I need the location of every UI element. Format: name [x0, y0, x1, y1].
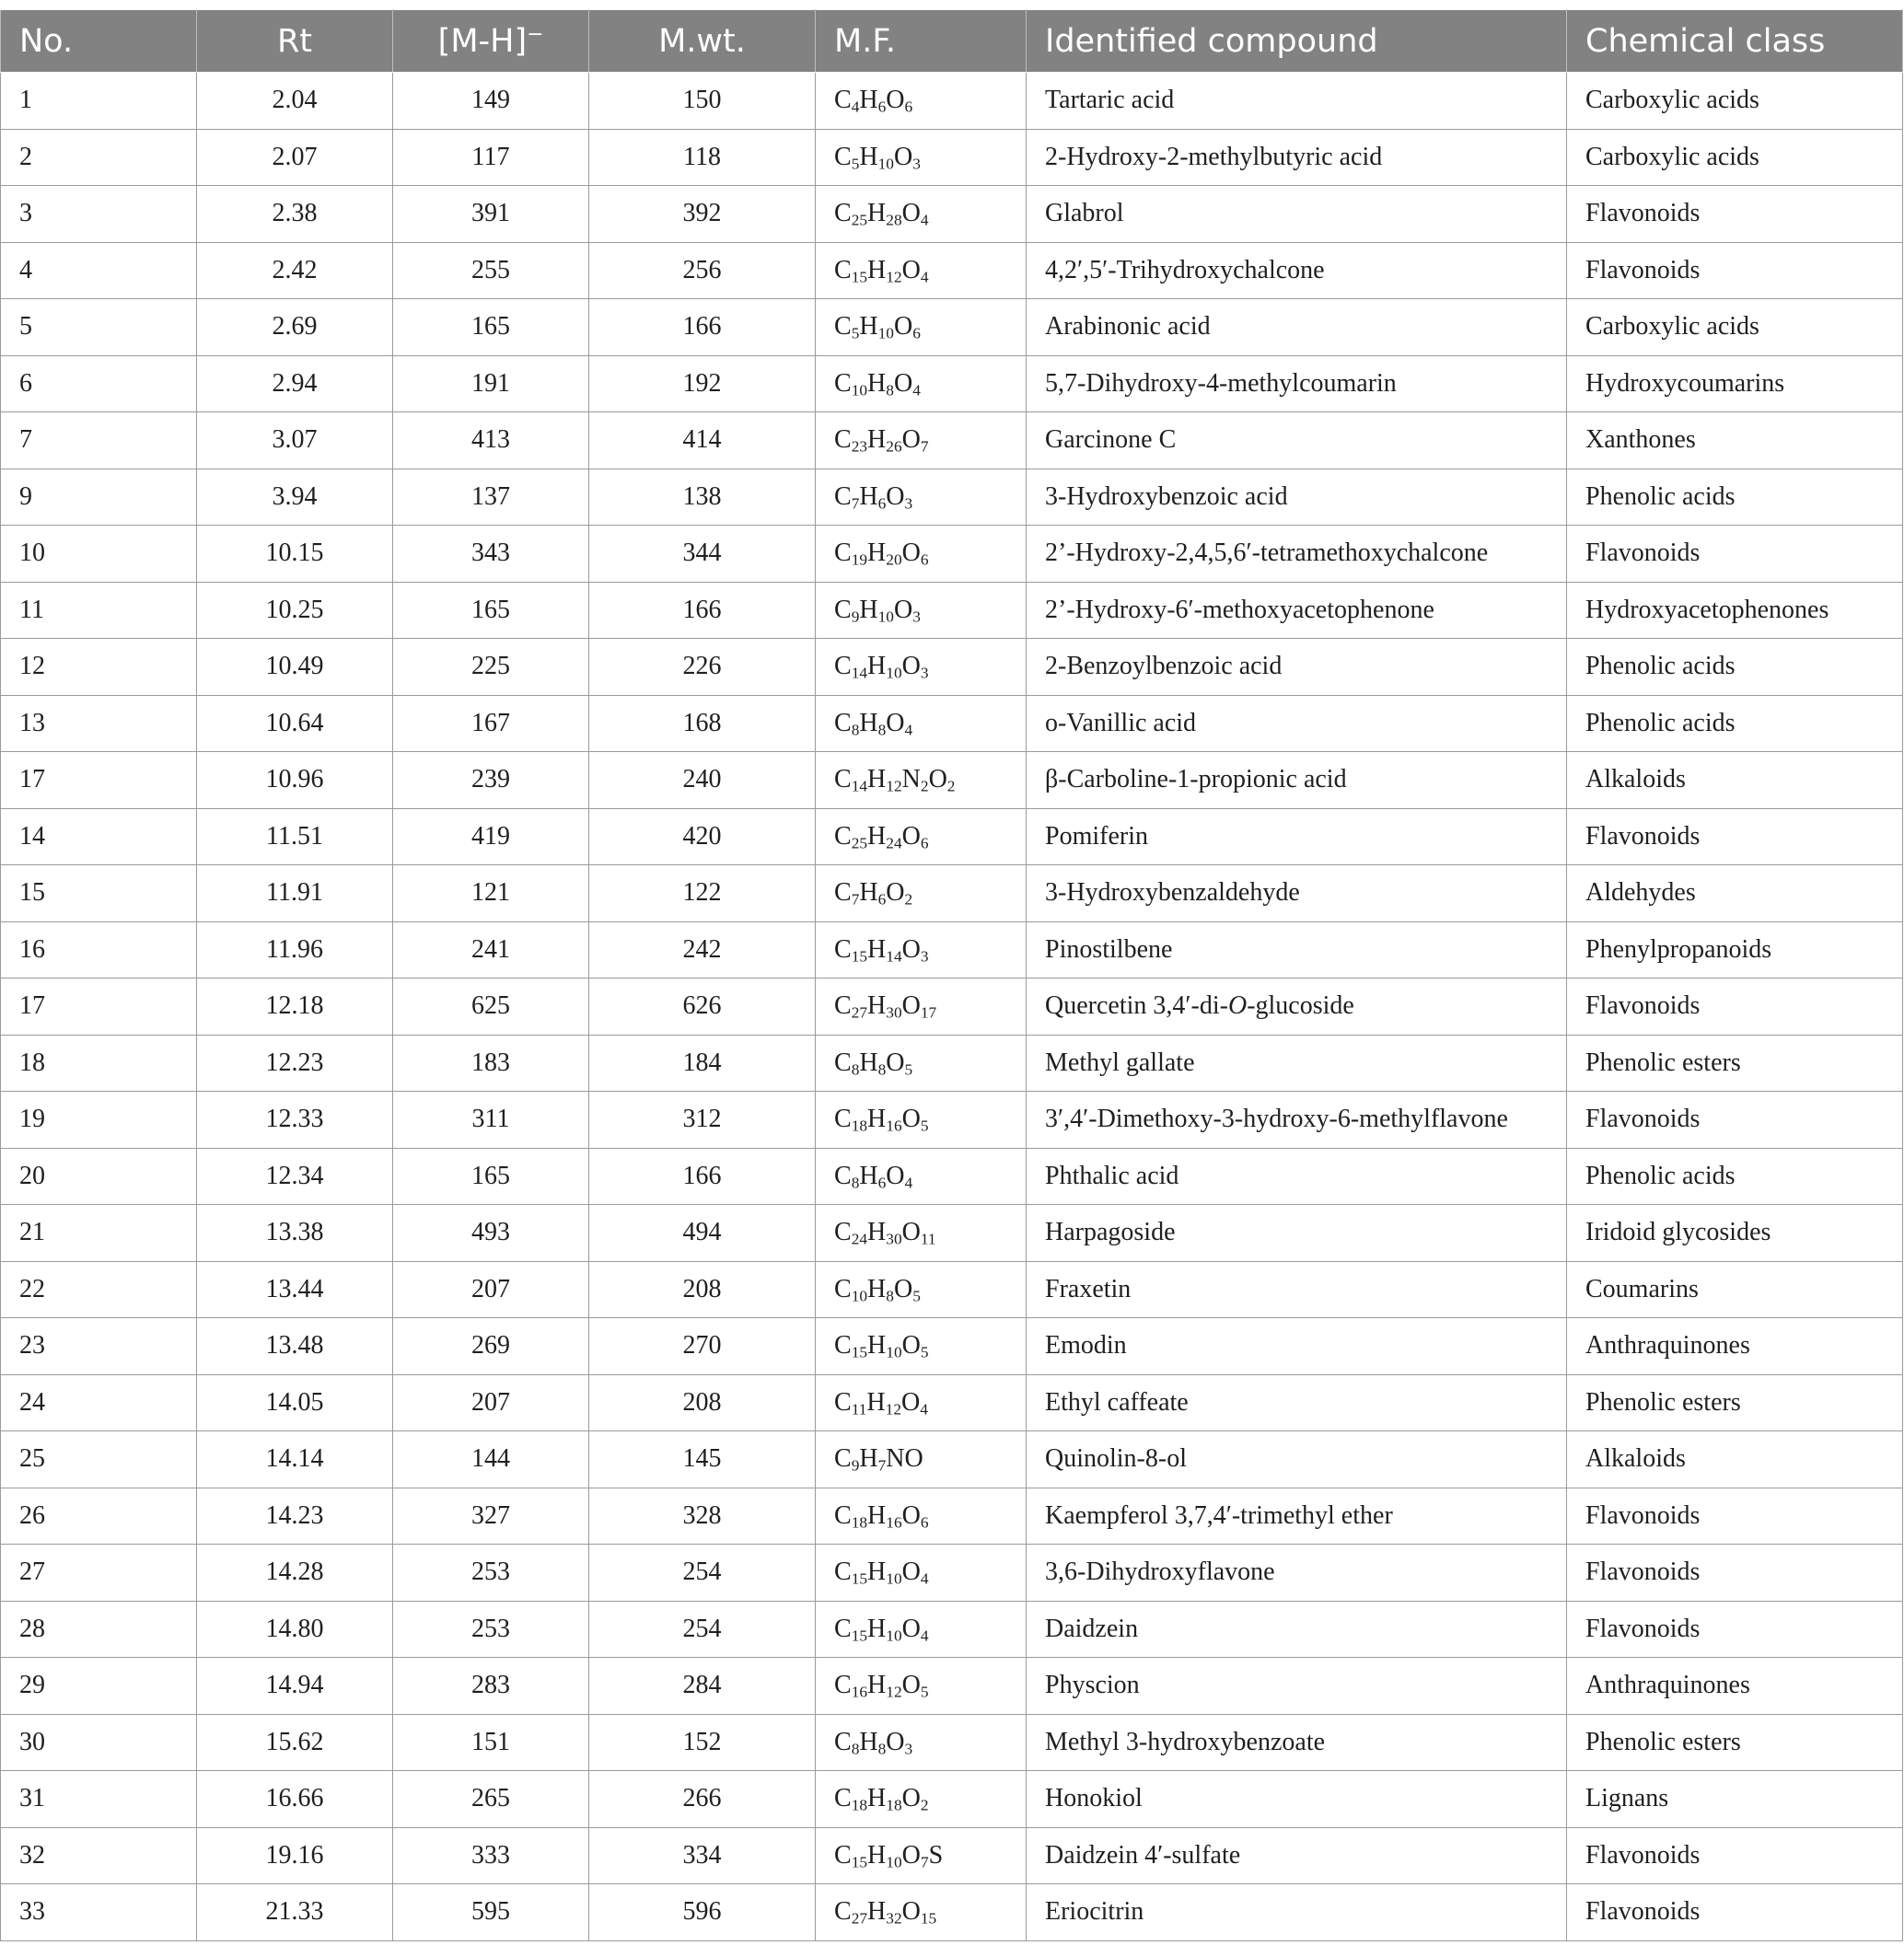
header-mwt: M.wt.: [589, 10, 816, 73]
cell-class: Flavonoids: [1567, 1827, 1903, 1884]
cell-no: 19: [1, 1092, 197, 1149]
cell-rt: 2.69: [197, 299, 393, 356]
cell-class: Flavonoids: [1567, 526, 1903, 583]
cell-mh: 137: [393, 469, 589, 526]
cell-rt: 2.04: [197, 73, 393, 130]
cell-mwt: 242: [589, 921, 816, 978]
cell-mwt: 138: [589, 469, 816, 526]
header-mf: M.F.: [816, 10, 1027, 73]
cell-mf: $C_8H_6O_4$: [816, 1148, 1027, 1205]
cell-mf: $C_8H_8O_4$: [816, 695, 1027, 752]
cell-mf: $C_{18}H_{18}O_2$: [816, 1771, 1027, 1828]
cell-no: 14: [1, 808, 197, 865]
table-row: [1, 1318, 1903, 1375]
table-row: [1, 186, 1903, 243]
cell-mf: $C_{15}H_{12}O_4$: [816, 242, 1027, 299]
cell-mh: 207: [393, 1261, 589, 1318]
cell-compound: 3,6-Dihydroxyflavone: [1027, 1545, 1567, 1602]
table-row: [1, 582, 1903, 639]
cell-mh: 207: [393, 1374, 589, 1431]
cell-mf: $C_{19}H_{20}O_6$: [816, 526, 1027, 583]
cell-compound: Garcinone C: [1027, 412, 1567, 469]
cell-class: Anthraquinones: [1567, 1658, 1903, 1715]
cell-compound: o-Vanillic acid: [1027, 695, 1567, 752]
header-compound: Identified compound: [1027, 10, 1567, 73]
cell-mf: $C_9H_{10}O_3$: [816, 582, 1027, 639]
cell-mwt: 122: [589, 865, 816, 922]
cell-mh: 255: [393, 242, 589, 299]
cell-class: Phenolic acids: [1567, 469, 1903, 526]
cell-no: 17: [1, 752, 197, 809]
cell-mf: $C_9H_7NO$: [816, 1431, 1027, 1488]
table-row: [1, 1884, 1903, 1941]
table-row: [1, 73, 1903, 130]
cell-mwt: 312: [589, 1092, 816, 1149]
cell-class: Lignans: [1567, 1771, 1903, 1828]
cell-mf: $C_{11}H_{12}O_4$: [816, 1374, 1027, 1431]
cell-mf: $C_8H_8O_3$: [816, 1714, 1027, 1771]
cell-class: Aldehydes: [1567, 865, 1903, 922]
cell-class: Flavonoids: [1567, 978, 1903, 1036]
table-row: [1, 1205, 1903, 1262]
cell-mh: 253: [393, 1545, 589, 1602]
cell-mf: $C_{10}H_8O_5$: [816, 1261, 1027, 1318]
cell-no: 20: [1, 1148, 197, 1205]
cell-compound: Quercetin 3,4′-di-O-glucoside: [1027, 978, 1567, 1036]
table-row: [1, 978, 1903, 1036]
cell-rt: 12.33: [197, 1092, 393, 1149]
cell-mf: $C_{16}H_{12}O_5$: [816, 1658, 1027, 1715]
cell-no: 21: [1, 1205, 197, 1262]
cell-mf: $C_{25}H_{24}O_6$: [816, 808, 1027, 865]
cell-mh: 151: [393, 1714, 589, 1771]
cell-mh: 183: [393, 1035, 589, 1092]
cell-compound: Eriocitrin: [1027, 1884, 1567, 1941]
cell-compound: 3′,4′-Dimethoxy-3-hydroxy-6-methylflavone: [1027, 1092, 1567, 1149]
table-row: [1, 1148, 1903, 1205]
cell-class: Anthraquinones: [1567, 1318, 1903, 1375]
cell-mh: 253: [393, 1601, 589, 1658]
table-row: [1, 469, 1903, 526]
cell-no: 13: [1, 695, 197, 752]
cell-compound: Methyl gallate: [1027, 1035, 1567, 1092]
cell-rt: 12.18: [197, 978, 393, 1036]
cell-rt: 10.49: [197, 639, 393, 696]
cell-mf: $C_{25}H_{28}O_4$: [816, 186, 1027, 243]
cell-mf: $C_5H_{10}O_3$: [816, 129, 1027, 186]
cell-class: Carboxylic acids: [1567, 73, 1903, 130]
header-no: No.: [1, 10, 197, 73]
cell-rt: 14.94: [197, 1658, 393, 1715]
table-row: [1, 242, 1903, 299]
cell-compound: 5,7-Dihydroxy-4-methylcoumarin: [1027, 355, 1567, 412]
cell-mh: 121: [393, 865, 589, 922]
cell-compound: 3-Hydroxybenzaldehyde: [1027, 865, 1567, 922]
cell-class: Alkaloids: [1567, 1431, 1903, 1488]
table-row: [1, 1771, 1903, 1828]
cell-rt: 3.07: [197, 412, 393, 469]
cell-mf: $C_8H_8O_5$: [816, 1035, 1027, 1092]
table-row: [1, 412, 1903, 469]
table-row: [1, 921, 1903, 978]
cell-no: 15: [1, 865, 197, 922]
cell-compound: 4,2′,5′-Trihydroxychalcone: [1027, 242, 1567, 299]
cell-rt: 10.64: [197, 695, 393, 752]
cell-mf: $C_4H_6O_6$: [816, 73, 1027, 130]
cell-compound: Daidzein 4′-sulfate: [1027, 1827, 1567, 1884]
cell-mf: $C_{15}H_{14}O_3$: [816, 921, 1027, 978]
cell-compound: Phthalic acid: [1027, 1148, 1567, 1205]
cell-class: Phenolic acids: [1567, 639, 1903, 696]
cell-compound: Pomiferin: [1027, 808, 1567, 865]
cell-rt: 16.66: [197, 1771, 393, 1828]
cell-rt: 13.48: [197, 1318, 393, 1375]
cell-compound: Daidzein: [1027, 1601, 1567, 1658]
cell-rt: 14.14: [197, 1431, 393, 1488]
cell-mf: $C_{10}H_8O_4$: [816, 355, 1027, 412]
table-row: [1, 1827, 1903, 1884]
cell-mwt: 184: [589, 1035, 816, 1092]
cell-compound: Ethyl caffeate: [1027, 1374, 1567, 1431]
cell-class: Flavonoids: [1567, 242, 1903, 299]
cell-mh: 144: [393, 1431, 589, 1488]
cell-mwt: 596: [589, 1884, 816, 1941]
cell-rt: 2.94: [197, 355, 393, 412]
cell-mh: 343: [393, 526, 589, 583]
header-rt: Rt: [197, 10, 393, 73]
cell-class: Phenolic esters: [1567, 1374, 1903, 1431]
cell-rt: 21.33: [197, 1884, 393, 1941]
cell-no: 26: [1, 1488, 197, 1545]
cell-mwt: 344: [589, 526, 816, 583]
cell-mh: 239: [393, 752, 589, 809]
cell-mf: $C_{24}H_{30}O_{11}$: [816, 1205, 1027, 1262]
cell-compound: Quinolin-8-ol: [1027, 1431, 1567, 1488]
cell-mwt: 254: [589, 1601, 816, 1658]
cell-mwt: 256: [589, 242, 816, 299]
cell-rt: 13.44: [197, 1261, 393, 1318]
cell-class: Flavonoids: [1567, 1884, 1903, 1941]
cell-class: Flavonoids: [1567, 808, 1903, 865]
cell-no: 7: [1, 412, 197, 469]
cell-compound: 2-Hydroxy-2-methylbutyric acid: [1027, 129, 1567, 186]
table-row: [1, 129, 1903, 186]
cell-mwt: 494: [589, 1205, 816, 1262]
cell-no: 32: [1, 1827, 197, 1884]
cell-rt: 11.96: [197, 921, 393, 978]
cell-compound: Methyl 3-hydroxybenzoate: [1027, 1714, 1567, 1771]
cell-rt: 12.23: [197, 1035, 393, 1092]
cell-class: Flavonoids: [1567, 186, 1903, 243]
cell-mh: 269: [393, 1318, 589, 1375]
cell-no: 3: [1, 186, 197, 243]
cell-mh: 225: [393, 639, 589, 696]
table-body: [1, 73, 1903, 1941]
table-row: [1, 526, 1903, 583]
cell-class: Phenolic esters: [1567, 1714, 1903, 1771]
cell-class: Phenylpropanoids: [1567, 921, 1903, 978]
cell-class: Carboxylic acids: [1567, 129, 1903, 186]
table-row: [1, 299, 1903, 356]
table-row: [1, 752, 1903, 809]
table-row: [1, 808, 1903, 865]
table-row: [1, 1658, 1903, 1715]
cell-mh: 625: [393, 978, 589, 1036]
cell-no: 33: [1, 1884, 197, 1941]
cell-mf: $C_7H_6O_2$: [816, 865, 1027, 922]
cell-rt: 11.91: [197, 865, 393, 922]
cell-mf: $C_{15}H_{10}O_5$: [816, 1318, 1027, 1375]
cell-class: Iridoid glycosides: [1567, 1205, 1903, 1262]
cell-mh: 419: [393, 808, 589, 865]
cell-compound: Kaempferol 3,7,4′-trimethyl ether: [1027, 1488, 1567, 1545]
cell-no: 1: [1, 73, 197, 130]
cell-no: 18: [1, 1035, 197, 1092]
cell-mf: $C_{23}H_{26}O_7$: [816, 412, 1027, 469]
cell-no: 4: [1, 242, 197, 299]
cell-no: 28: [1, 1601, 197, 1658]
cell-compound: Arabinonic acid: [1027, 299, 1567, 356]
cell-mwt: 420: [589, 808, 816, 865]
cell-compound: 3-Hydroxybenzoic acid: [1027, 469, 1567, 526]
cell-class: Hydroxycoumarins: [1567, 355, 1903, 412]
cell-compound: 2’-Hydroxy-2,4,5,6′-tetramethoxychalcone: [1027, 526, 1567, 583]
cell-mh: 117: [393, 129, 589, 186]
cell-compound: β-Carboline-1-propionic acid: [1027, 752, 1567, 809]
cell-rt: 14.80: [197, 1601, 393, 1658]
cell-mh: 265: [393, 1771, 589, 1828]
cell-mh: 165: [393, 299, 589, 356]
cell-compound: Honokiol: [1027, 1771, 1567, 1828]
cell-rt: 2.38: [197, 186, 393, 243]
cell-rt: 10.15: [197, 526, 393, 583]
cell-rt: 14.28: [197, 1545, 393, 1602]
cell-mwt: 166: [589, 299, 816, 356]
cell-no: 29: [1, 1658, 197, 1715]
table-row: [1, 1431, 1903, 1488]
cell-mwt: 208: [589, 1261, 816, 1318]
cell-mh: 167: [393, 695, 589, 752]
cell-mwt: 240: [589, 752, 816, 809]
cell-mf: $C_{18}H_{16}O_6$: [816, 1488, 1027, 1545]
cell-no: 16: [1, 921, 197, 978]
cell-mwt: 226: [589, 639, 816, 696]
cell-rt: 19.16: [197, 1827, 393, 1884]
cell-no: 22: [1, 1261, 197, 1318]
cell-no: 23: [1, 1318, 197, 1375]
cell-mh: 149: [393, 73, 589, 130]
cell-rt: 15.62: [197, 1714, 393, 1771]
cell-compound: 2-Benzoylbenzoic acid: [1027, 639, 1567, 696]
cell-mf: $C_{15}H_{10}O_4$: [816, 1545, 1027, 1602]
cell-mh: 493: [393, 1205, 589, 1262]
cell-mwt: 152: [589, 1714, 816, 1771]
cell-rt: 13.38: [197, 1205, 393, 1262]
table-row: [1, 1488, 1903, 1545]
cell-no: 12: [1, 639, 197, 696]
cell-mf: $C_{15}H_{10}O_4$: [816, 1601, 1027, 1658]
cell-mh: 191: [393, 355, 589, 412]
cell-rt: 10.25: [197, 582, 393, 639]
table-row: [1, 1035, 1903, 1092]
cell-mf: $C_{15}H_{10}O_7S$: [816, 1827, 1027, 1884]
cell-mh: 327: [393, 1488, 589, 1545]
cell-no: 25: [1, 1431, 197, 1488]
cell-mh: 595: [393, 1884, 589, 1941]
cell-mwt: 626: [589, 978, 816, 1036]
cell-mwt: 334: [589, 1827, 816, 1884]
cell-mwt: 266: [589, 1771, 816, 1828]
cell-no: 24: [1, 1374, 197, 1431]
cell-class: Phenolic acids: [1567, 695, 1903, 752]
table-row: [1, 1374, 1903, 1431]
cell-mf: $C_{27}H_{32}O_{15}$: [816, 1884, 1027, 1941]
cell-mh: 413: [393, 412, 589, 469]
cell-mf: $C_{18}H_{16}O_5$: [816, 1092, 1027, 1149]
cell-mwt: 168: [589, 695, 816, 752]
cell-mwt: 166: [589, 582, 816, 639]
table-row: [1, 865, 1903, 922]
cell-no: 11: [1, 582, 197, 639]
cell-mwt: 150: [589, 73, 816, 130]
cell-mwt: 145: [589, 1431, 816, 1488]
cell-no: 10: [1, 526, 197, 583]
cell-no: 30: [1, 1714, 197, 1771]
cell-mh: 333: [393, 1827, 589, 1884]
cell-rt: 10.96: [197, 752, 393, 809]
cell-no: 27: [1, 1545, 197, 1602]
cell-mf: $C_{14}H_{10}O_3$: [816, 639, 1027, 696]
compound-table: [0, 9, 1903, 1941]
cell-mwt: 284: [589, 1658, 816, 1715]
cell-class: Phenolic esters: [1567, 1035, 1903, 1092]
table-header-row: [1, 10, 1903, 73]
cell-rt: 3.94: [197, 469, 393, 526]
cell-rt: 2.07: [197, 129, 393, 186]
cell-compound: Tartaric acid: [1027, 73, 1567, 130]
cell-no: 5: [1, 299, 197, 356]
cell-compound: Emodin: [1027, 1318, 1567, 1375]
cell-mwt: 328: [589, 1488, 816, 1545]
cell-class: Xanthones: [1567, 412, 1903, 469]
cell-no: 9: [1, 469, 197, 526]
table-row: [1, 1261, 1903, 1318]
cell-rt: 14.23: [197, 1488, 393, 1545]
cell-mwt: 254: [589, 1545, 816, 1602]
cell-class: Alkaloids: [1567, 752, 1903, 809]
cell-no: 6: [1, 355, 197, 412]
cell-mwt: 414: [589, 412, 816, 469]
cell-mwt: 166: [589, 1148, 816, 1205]
cell-no: 17: [1, 978, 197, 1036]
table-row: [1, 1714, 1903, 1771]
table-row: [1, 639, 1903, 696]
table-row: [1, 1601, 1903, 1658]
cell-mh: 165: [393, 1148, 589, 1205]
cell-mh: 241: [393, 921, 589, 978]
cell-mf: $C_{27}H_{30}O_{17}$: [816, 978, 1027, 1036]
cell-mf: $C_7H_6O_3$: [816, 469, 1027, 526]
cell-mf: $C_{14}H_{12}N_2O_2$: [816, 752, 1027, 809]
cell-compound: Glabrol: [1027, 186, 1567, 243]
cell-mh: 283: [393, 1658, 589, 1715]
table-row: [1, 355, 1903, 412]
cell-class: Flavonoids: [1567, 1488, 1903, 1545]
cell-mh: 391: [393, 186, 589, 243]
cell-compound: Harpagoside: [1027, 1205, 1567, 1262]
cell-class: Flavonoids: [1567, 1601, 1903, 1658]
table-row: [1, 1092, 1903, 1149]
cell-mwt: 118: [589, 129, 816, 186]
cell-compound: 2’-Hydroxy-6′-methoxyacetophenone: [1027, 582, 1567, 639]
cell-mf: $C_5H_{10}O_6$: [816, 299, 1027, 356]
cell-mwt: 392: [589, 186, 816, 243]
cell-class: Phenolic acids: [1567, 1148, 1903, 1205]
cell-mh: 165: [393, 582, 589, 639]
header-class: Chemical class: [1567, 10, 1903, 73]
cell-no: 31: [1, 1771, 197, 1828]
cell-rt: 14.05: [197, 1374, 393, 1431]
cell-mwt: 192: [589, 355, 816, 412]
cell-mwt: 208: [589, 1374, 816, 1431]
cell-class: Coumarins: [1567, 1261, 1903, 1318]
cell-mwt: 270: [589, 1318, 816, 1375]
table-row: [1, 695, 1903, 752]
header-mh: [393, 10, 589, 73]
cell-rt: 11.51: [197, 808, 393, 865]
cell-compound: Physcion: [1027, 1658, 1567, 1715]
header-mh-label: [M-H]−: [437, 22, 544, 60]
cell-compound: Pinostilbene: [1027, 921, 1567, 978]
cell-rt: 2.42: [197, 242, 393, 299]
cell-rt: 12.34: [197, 1148, 393, 1205]
cell-class: Carboxylic acids: [1567, 299, 1903, 356]
cell-mh: 311: [393, 1092, 589, 1149]
cell-class: Flavonoids: [1567, 1545, 1903, 1602]
cell-compound: Fraxetin: [1027, 1261, 1567, 1318]
cell-class: Hydroxyacetophenones: [1567, 582, 1903, 639]
cell-no: 2: [1, 129, 197, 186]
cell-class: Flavonoids: [1567, 1092, 1903, 1149]
table-row: [1, 1545, 1903, 1602]
